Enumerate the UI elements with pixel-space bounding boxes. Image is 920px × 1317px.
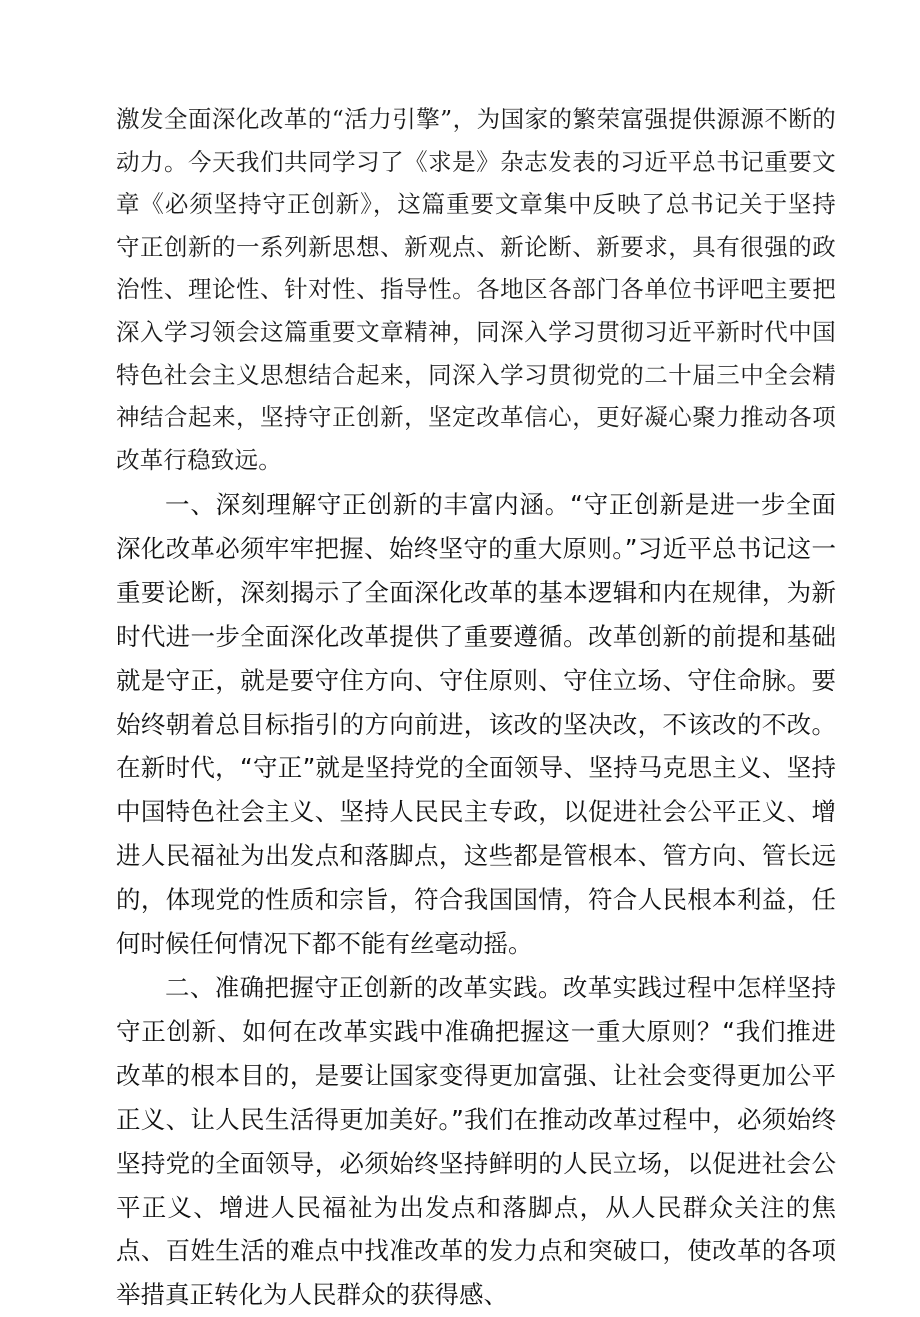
paragraph-section-one: 一、深刻理解守正创新的丰富内涵。“守正创新是进一步全面深化改革必须牢牢把握、始终坚守的重大原则。”习近平总书记这一重要论断，深刻揭示了全面深化改革的基本逻辑和内在规律，为新时代进一步全面深化改革提供了重要遵循。改革创新的前提和基础就是守正，就是要守住方向、守住原则、守住立场、守住命脉。要始终朝着总目标指引的方向前进，该改的坚决改，不该改的不改。在新时代，“守正”就是坚持党的全面领导、坚持马克思主义、坚持中国特色社会主义、坚持人民民主专政，以促进社会公平正义、增进人民福祉为出发点和落脚点，这些都是管根本、管方向、管长远的，体现党的性质和宗旨，符合我国国情，符合人民根本利益，任何时候任何情况下都不能有丝毫动摇。	[116, 490, 836, 959]
paragraph-intro: 激发全面深化改革的“活力引擎”，为国家的繁荣富强提供源源不断的动力。今天我们共同学习了《求是》杂志发表的习近平总书记重要文章《必须坚持守正创新》，这篇重要文章集中反映了总书记关于坚持守正创新的一系列新思想、新观点、新论断、新要求，具有很强的政治性、理论性、针对性、指导性。各地区各部门各单位书评吧主要把深入学习领会这篇重要文章精神，同深入学习贯彻习近平新时代中国特色社会主义思想结合起来，同深入学习贯彻党的二十届三中全会精神结合起来，坚持守正创新，坚定改革信心，更好凝心聚力推动各项改革行稳致远。	[116, 105, 836, 474]
document-body-main	[116, 483, 836, 1317]
paragraph-section-two: 二、准确把握守正创新的改革实践。改革实践过程中怎样坚持守正创新、如何在改革实践中准确把握这一重大原则？“我们推进改革的根本目的，是要让国家变得更加富强、让社会变得更加公平正义、让人民生活得更加美好。”我们在推动改革过程中，必须始终坚持党的全面领导，必须始终坚持鲜明的人民立场，以促进社会公平正义、增进人民福祉为出发点和落脚点，从人民群众关注的焦点、百姓生活的难点中找准改革的发力点和突破口，使改革的各项举措真正转化为人民群众的获得感、	[116, 972, 836, 1310]
document-body-top	[116, 98, 836, 481]
